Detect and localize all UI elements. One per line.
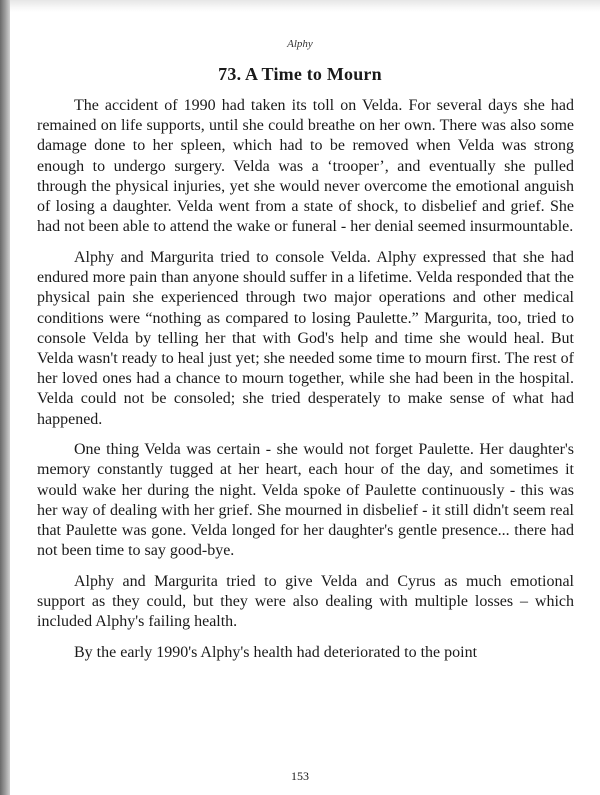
paragraph: Alphy and Margurita tried to give Velda and Cyrus as much emotional support as they could, but they were also dealing with multiple losses – which included Alphy's failing health. [37,572,574,631]
paragraph: The accident of 1990 had taken its toll on Velda. For several days she had remained on life supports, until she could breathe on her own. There was also some damage done to her spleen, which had to be removed when Velda was strong enough to undergo surgery. Velda was a ‘trooper’, and eventually she pulled through the physical injuries, yet she would never overcome the emotional anguish of losing a daughter. Velda went from a state of shock, to disbelief and grief. She had not been able to attend the wake or funeral - her denial seemed insurmountable. [37,97,574,236]
chapter-title: 73. A Time to Mourn [218,64,382,84]
page-number: 153 [291,769,309,783]
body-text [37,96,574,663]
running-header: Alphy [287,38,313,50]
paragraph: Alphy and Margurita tried to console Velda. Alphy expressed that she had endured more pain than anyone should suffer in a lifetime. Velda responded that the physical pain she experienced through two major operations and other medical conditions were “nothing as compared to losing Paulette.” Margurita, too, tried to console Velda by telling her that with God's help and time she would heal. But Velda wasn't ready to heal just yet; she needed some time to mourn first. The rest of her loved ones had a chance to mourn together, while she had been in the hospital. Velda could not be consoled; she tried desperately to make sense of what had happened. [37,248,574,428]
paragraph: One thing Velda was certain - she would not forget Paulette. Her daughter's memory constantly tugged at her heart, each hour of the day, and sometimes it would wake her during the night. Velda spoke of Paulette continuously - this was her way of dealing with her grief. She mourned in disbelief - it still didn't seem real that Paulette was gone. Velda longed for her daughter's gentle presence... there had not been time to say good-bye. [37,441,574,560]
page-top-edge [10,0,600,12]
book-spine-shadow [0,0,10,795]
paragraph: By the early 1990's Alphy's health had deteriorated to the point [74,644,478,662]
